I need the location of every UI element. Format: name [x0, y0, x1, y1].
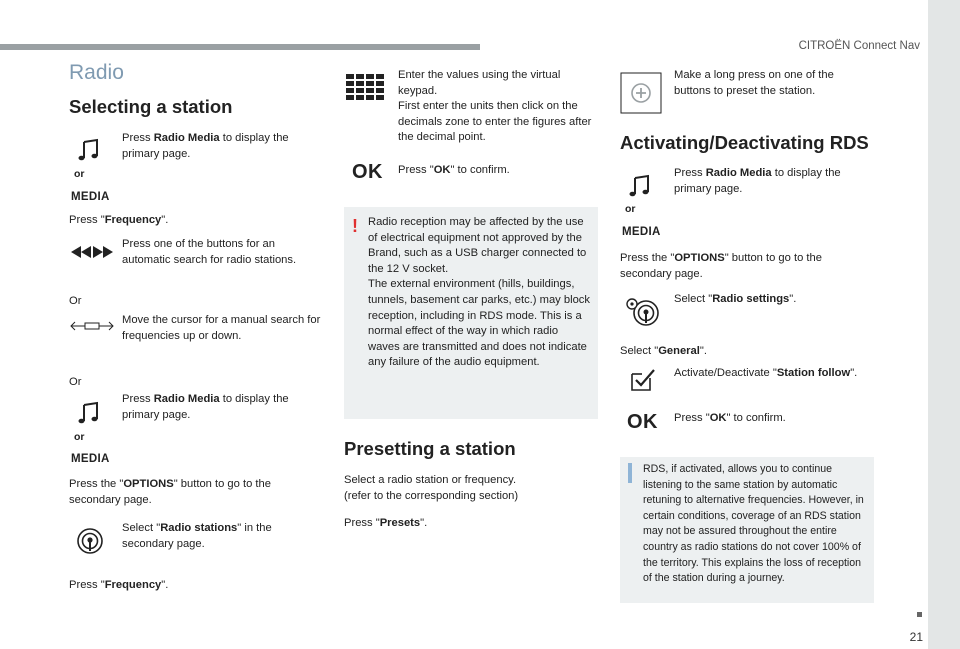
info-icon	[628, 463, 632, 483]
warning-text: Radio reception may be affected by the use of electrical equipment not approved by the Brand, such as a USB charger connected to the 12 V socket. The external environment (hills, buildings, tunnels, basement car parks, etc.) may block reception, including in RDS mode. This is a normal effect of the way in which radio waves are transmitted and does not indicate any failure of the audio equipment.	[368, 216, 590, 369]
step-general: Select "General".	[620, 345, 707, 357]
ok-icon: OK	[352, 161, 383, 183]
or-label: or	[625, 203, 636, 215]
or-label: or	[74, 168, 85, 180]
cursor-description: Move the cursor for a manual search for frequencies up or down.	[122, 314, 321, 342]
or-text: Or	[69, 295, 82, 307]
page-marker	[917, 612, 922, 617]
step-radio-settings: Select "Radio settings".	[674, 293, 797, 305]
section-heading-presetting: Presetting a station	[344, 438, 516, 459]
media-label: MEDIA	[71, 453, 110, 465]
keypad-icon	[346, 74, 386, 102]
keypad-description: Enter the values using the virtual keypad. First enter the units then click on the decimals zone to enter the figures after the decimal point.	[398, 69, 592, 144]
page-number: 21	[909, 630, 923, 644]
step-options: Press the "OPTIONS" button to go to the secondary page.	[69, 478, 271, 506]
step-ok-confirm: Press "OK" to confirm.	[398, 164, 510, 176]
music-note-icon	[628, 174, 652, 198]
preset-description: Select a radio station or frequency. (refer to the corresponding section)	[344, 474, 519, 502]
step-radio-media: Press Radio Media to display the primary page.	[122, 132, 289, 160]
section-heading-rds: Activating/Deactivating RDS	[620, 132, 869, 153]
or-label: or	[74, 431, 85, 443]
seek-buttons-icon	[70, 245, 114, 259]
checkbox-icon	[630, 368, 656, 392]
step-presets: Press "Presets".	[344, 517, 428, 529]
music-note-icon	[77, 138, 101, 162]
step-ok-confirm-rds: Press "OK" to confirm.	[674, 412, 786, 424]
music-note-icon	[77, 401, 101, 425]
frequency-slider-icon	[70, 320, 114, 332]
ok-icon: OK	[627, 411, 658, 433]
warning-icon: !	[352, 216, 358, 236]
step-radio-media-2: Press Radio Media to display the primary page.	[122, 393, 289, 421]
step-station-follow: Activate/Deactivate "Station follow".	[674, 367, 858, 379]
media-label: MEDIA	[71, 191, 110, 203]
page-title: Radio	[69, 61, 124, 84]
brand-label: CITROËN Connect Nav	[798, 40, 920, 52]
step-options-rds: Press the "OPTIONS" button to go to the secondary page.	[620, 252, 822, 280]
radio-antenna-icon	[76, 527, 104, 555]
header-bar	[0, 44, 480, 50]
step-press-frequency: Press "Frequency".	[69, 214, 169, 226]
media-label: MEDIA	[622, 226, 661, 238]
add-preset-icon	[620, 72, 662, 114]
step-radio-stations: Select "Radio stations" in the secondary page.	[122, 522, 272, 550]
radio-settings-icon	[624, 296, 660, 328]
long-press-description: Make a long press on one of the buttons to preset the station.	[674, 69, 834, 97]
or-text: Or	[69, 376, 82, 388]
seek-description: Press one of the buttons for an automatic search for radio stations.	[122, 238, 297, 266]
info-text: RDS, if activated, allows you to continue listening to the same station by automatic retuning to alternative frequencies. However, in certain conditions, coverage of an RDS station may not be assured throughout the entire country as radio stations do not cover 100% of the territory. This explains the loss of reception of the station during a journey.	[643, 463, 864, 585]
step-radio-media-rds: Press Radio Media to display the primary page.	[674, 167, 841, 195]
side-strip	[928, 0, 960, 649]
section-heading-selecting: Selecting a station	[69, 96, 233, 117]
step-press-frequency-2: Press "Frequency".	[69, 579, 169, 591]
